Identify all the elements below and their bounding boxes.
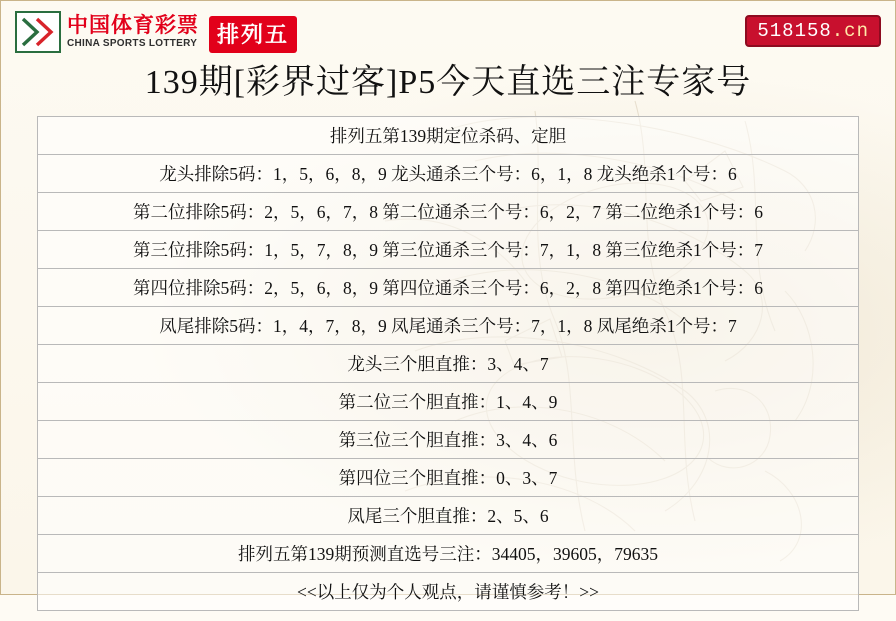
prediction-table-wrap	[37, 116, 859, 611]
table-cell: 第四位三个胆直推：0、3、7	[38, 459, 859, 497]
table-row	[38, 117, 859, 155]
logo-title-en: CHINA SPORTS LOTTERY	[67, 37, 198, 49]
prediction-table	[37, 116, 859, 611]
table-row	[38, 497, 859, 535]
table-row	[38, 535, 859, 573]
table-cell: 第二位排除5码：2，5，6，7，8 第二位通杀三个号：6，2，7 第二位绝杀1个号：6	[38, 193, 859, 231]
table-row	[38, 345, 859, 383]
page-title: 139期[彩界过客]P5今天直选三注专家号	[144, 64, 752, 101]
table-row	[38, 231, 859, 269]
site-header	[1, 1, 895, 63]
table-cell: 第四位排除5码：2，5，6，8，9 第四位通杀三个号：6，2，8 第四位绝杀1个号：6	[38, 269, 859, 307]
game-badge-pailiewu: 排列五	[209, 16, 297, 53]
table-cell: 排列五第139期定位杀码、定胆	[38, 117, 859, 155]
table-row	[38, 269, 859, 307]
table-row	[38, 573, 859, 611]
table-cell: 凤尾三个胆直推：2、5、6	[38, 497, 859, 535]
logo-title-cn: 中国体育彩票	[67, 13, 199, 37]
table-cell: 排列五第139期预测直选号三注：34405，39605，79635	[38, 535, 859, 573]
table-row	[38, 459, 859, 497]
table-cell: 第三位三个胆直推：3、4、6	[38, 421, 859, 459]
site-name-text: 518158	[757, 20, 832, 42]
table-cell: 龙头排除5码：1，5，6，8，9 龙头通杀三个号：6，1，8 龙头绝杀1个号：6	[38, 155, 859, 193]
table-cell: 第三位排除5码：1，5，7，8，9 第三位通杀三个号：7，1，8 第三位绝杀1个号：7	[38, 231, 859, 269]
table-row	[38, 155, 859, 193]
table-cell: 凤尾排除5码：1，4，7，8，9 凤尾通杀三个号：7，1，8 凤尾绝杀1个号：7	[38, 307, 859, 345]
site-domain-text: .cn	[831, 20, 869, 42]
table-row	[38, 383, 859, 421]
table-row	[38, 307, 859, 345]
table-row	[38, 421, 859, 459]
site-watermark-tag	[745, 15, 881, 47]
table-cell: 龙头三个胆直推：3、4、7	[38, 345, 859, 383]
table-cell: 第二位三个胆直推：1、4、9	[38, 383, 859, 421]
table-cell-disclaimer: <<以上仅为个人观点，请谨慎参考！>>	[38, 573, 859, 611]
footer-spacer	[1, 611, 895, 621]
china-sports-lottery-logo-icon	[15, 11, 61, 53]
logo-text-block	[67, 15, 199, 50]
table-row	[38, 193, 859, 231]
